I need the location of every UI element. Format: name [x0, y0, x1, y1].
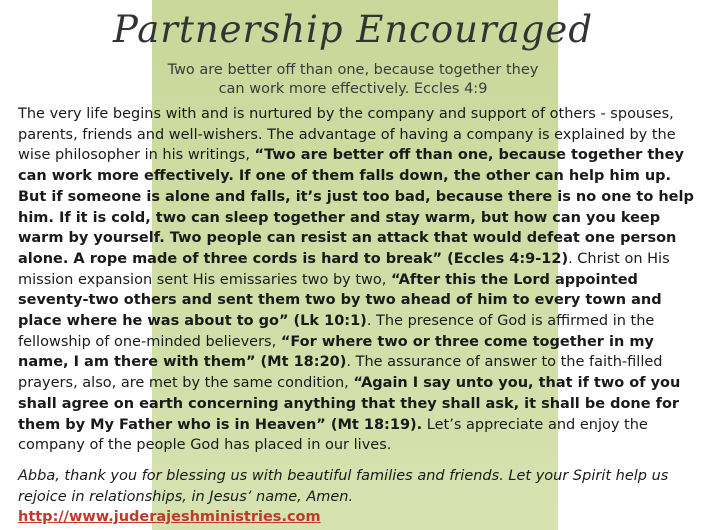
- subtitle: [150, 61, 556, 99]
- quote-eccles: “Two are better off than one, because together they can work more effectively. If one of them falls down, the other can help him up. But if someone is alone and falls, it’s just too bad, because there is no one to help him. If it is cold, two can sleep together and stay warm, but how can you keep warm by yourself. Two people can resist an attack that would defeat one person alone. A rope made of three cords is hard to break” (Eccles 4:9-12): [18, 147, 694, 267]
- subtitle-line-2: can work more effectively. Eccles 4:9: [218, 81, 488, 97]
- page-title: Partnership Encouraged: [112, 8, 594, 51]
- body-text-2: . Christ on His mission expansion sent His emissaries two by two,: [18, 250, 670, 288]
- quote-matthew-18-20: “For where two or three come together in my name, I am there with them” (Mt 18:20): [18, 333, 654, 371]
- body-text-4: . The assurance of answer to the faith-filled prayers, also, are met by the same condition,: [18, 354, 663, 392]
- ministry-link[interactable]: http://www.juderajeshministries.com: [18, 509, 321, 525]
- body-paragraph: [18, 104, 698, 456]
- quote-luke: “After this the Lord appointed seventy-two others and sent them two by two ahead of him to every town and place where he was about to go” (Lk 10:1): [18, 271, 662, 330]
- prayer-text: Abba, thank you for blessing us with beautiful families and friends. Let your Spirit help us rejoice in relationships, in Jesus’ name, Amen.: [18, 468, 669, 505]
- subtitle-line-1: Two are better off than one, because together they: [167, 62, 539, 78]
- body-text-5: Let’s appreciate and enjoy the company of the people God has placed in our lives.: [18, 416, 648, 454]
- body-text-3: . The presence of God is affirmed in the fellowship of one-minded believers,: [18, 313, 655, 350]
- body-text-1: The very life begins with and is nurtured by the company and support of others - spouses, parents, friends and well-wishers. The advantage of having a company is explained by the wise philosopher in his writings,: [18, 106, 676, 164]
- quote-matthew-18-19: “Again I say unto you, that if two of you shall agree on earth concerning anything that they shall ask, it shall be done for them by My Father who is in Heaven” (Mt 18:19).: [18, 375, 681, 433]
